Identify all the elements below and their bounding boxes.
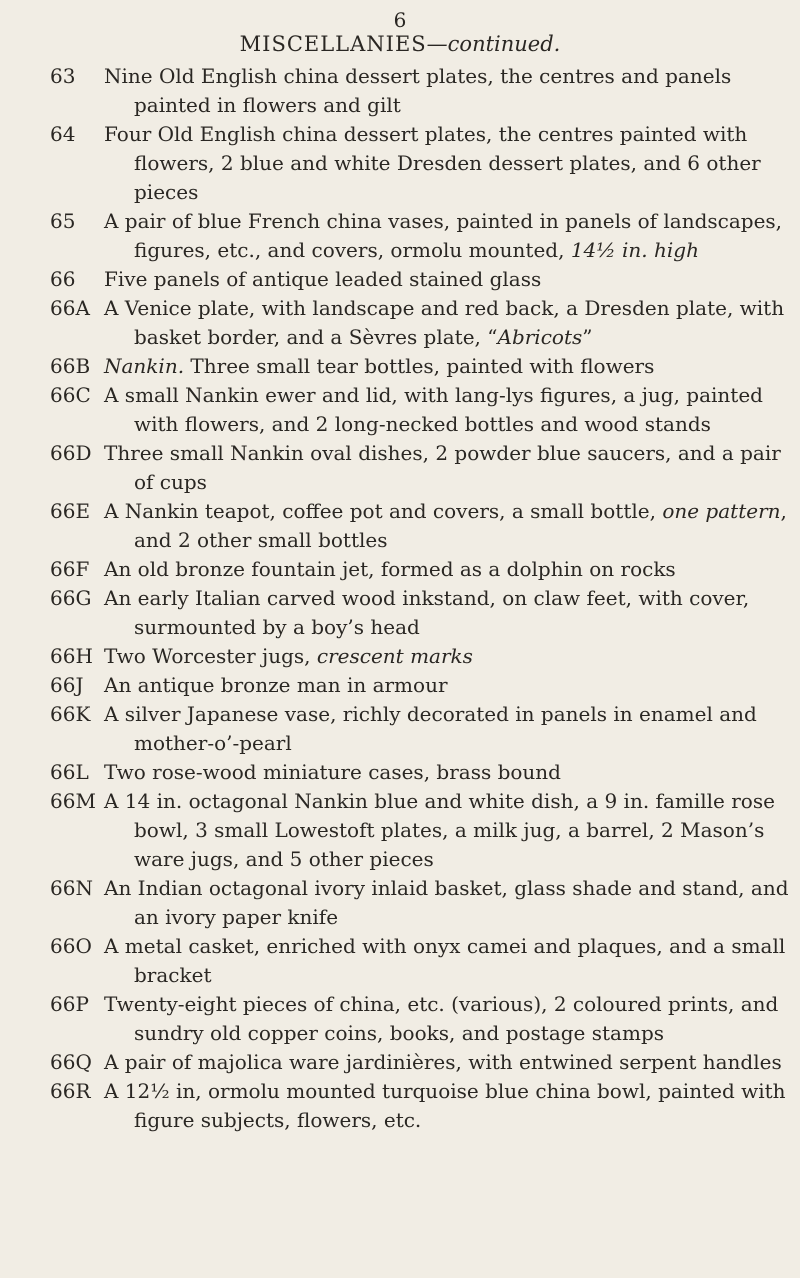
lot-number: 66K [50, 702, 91, 726]
lot-description-text: Two Worcester jugs, [104, 644, 317, 668]
lot-description-text: A silver Japanese vase, richly decorated in panels in enamel and mother-o’-pearl [104, 702, 757, 755]
lot-description-italic: Abricots [497, 325, 583, 349]
lot-entry [0, 207, 800, 265]
lot-number: 66C [50, 383, 91, 407]
lot-description-text: , and 2 other small bottles [134, 499, 787, 552]
lot-description-text: An antique bronze man in armour [104, 673, 448, 697]
lot-description-italic: Nankin. [104, 354, 185, 378]
lot-number: 66Q [50, 1050, 92, 1074]
lot-entry [0, 265, 800, 294]
lot-description [104, 642, 794, 671]
lot-entry [0, 671, 800, 700]
lot-number: 66D [50, 441, 92, 465]
lot-entry [0, 62, 800, 120]
page-number: 6 [393, 8, 407, 32]
lot-description [104, 62, 794, 120]
lot-entry [0, 1048, 800, 1077]
lot-description-text: An Indian octagonal ivory inlaid basket, glass shade and stand, and an ivory paper knife [104, 876, 789, 929]
lot-description-text: Nine Old English china dessert plates, the centres and panels painted in flowers and gilt [104, 64, 732, 117]
lot-description-text: Three small tear bottles, painted with flowers [184, 354, 655, 378]
lot-description [104, 700, 794, 758]
lot-entry [0, 874, 800, 932]
lot-number: 66H [50, 644, 93, 668]
lot-number: 66L [50, 760, 89, 784]
lot-description [104, 120, 794, 207]
lot-entry [0, 555, 800, 584]
lot-number: 66R [50, 1079, 91, 1103]
lot-list [0, 62, 800, 1135]
lot-entry [0, 497, 800, 555]
lot-description [104, 555, 794, 584]
lot-description-text: An early Italian carved wood inkstand, on claw feet, with cover, surmounted by a boy’s head [104, 586, 750, 639]
lot-description-text: A pair of majolica ware jardinières, with entwined serpent handles [104, 1050, 782, 1074]
lot-description [104, 1048, 794, 1077]
lot-entry [0, 381, 800, 439]
lot-entry [0, 990, 800, 1048]
lot-description-text: An old bronze fountain jet, formed as a dolphin on rocks [104, 557, 676, 581]
lot-description [104, 584, 794, 642]
lot-number: 66O [50, 934, 92, 958]
lot-description-text: Twenty-eight pieces of china, etc. (various), 2 coloured prints, and sundry old copper coins, books, and postage stamps [104, 992, 779, 1045]
lot-description-text: A Venice plate, with landscape and red back, a Dresden plate, with basket border, and a Sèvres plate, “ [104, 296, 785, 349]
page-header [0, 32, 800, 56]
lot-number: 66F [50, 557, 90, 581]
header-continued: —continued. [426, 32, 561, 56]
lot-description [104, 990, 794, 1048]
lot-entry [0, 439, 800, 497]
lot-number: 66M [50, 789, 96, 813]
lot-description-text: ” [582, 325, 593, 349]
lot-description-italic: one pattern [662, 499, 781, 523]
lot-entry [0, 352, 800, 381]
lot-entry [0, 787, 800, 874]
lot-entry [0, 1077, 800, 1135]
lot-number: 65 [50, 209, 76, 233]
lot-description [104, 439, 794, 497]
lot-number: 66J [50, 673, 84, 697]
lot-number: 66E [50, 499, 91, 523]
lot-description-text: A Nankin teapot, coffee pot and covers, a small bottle, [104, 499, 663, 523]
lot-description-text: Two rose-wood miniature cases, brass bound [104, 760, 561, 784]
lot-number: 63 [50, 64, 76, 88]
lot-description [104, 758, 794, 787]
lot-description [104, 874, 794, 932]
lot-description-text: A small Nankin ewer and lid, with lang-lys figures, a jug, painted with flowers, and 2 long-necked bottles and wood stands [104, 383, 763, 436]
lot-entry [0, 758, 800, 787]
lot-description-text: A 12½ in, ormolu mounted turquoise blue china bowl, painted with figure subjects, flowers, etc. [104, 1079, 786, 1132]
lot-entry [0, 584, 800, 642]
lot-description [104, 207, 794, 265]
lot-description-text: Four Old English china dessert plates, the centres painted with flowers, 2 blue and white Dresden dessert plates, and 6 other pieces [104, 122, 761, 204]
lot-entry [0, 700, 800, 758]
lot-description-text: Five panels of antique leaded stained glass [104, 267, 542, 291]
header-title: MISCELLANIES [239, 32, 427, 56]
lot-description [104, 265, 794, 294]
lot-description [104, 381, 794, 439]
lot-description-text: A 14 in. octagonal Nankin blue and white dish, a 9 in. famille rose bowl, 3 small Lowestoft plates, a milk jug, a barrel, 2 Mason’s ware jugs, and 5 other pieces [104, 789, 775, 871]
lot-number: 64 [50, 122, 76, 146]
lot-number: 66P [50, 992, 89, 1016]
lot-description [104, 497, 794, 555]
lot-description [104, 352, 794, 381]
lot-number: 66B [50, 354, 91, 378]
lot-number: 66A [50, 296, 90, 320]
lot-description-italic: crescent marks [316, 644, 473, 668]
lot-description [104, 787, 794, 874]
lot-number: 66G [50, 586, 92, 610]
lot-description-italic: 14½ in. high [570, 238, 699, 262]
lot-description [104, 294, 794, 352]
lot-description-text: A pair of blue French china vases, painted in panels of landscapes, figures, etc., and covers, ormolu mounted, [104, 209, 783, 262]
lot-description-text: A metal casket, enriched with onyx camei and plaques, and a small bracket [104, 934, 786, 987]
lot-description [104, 1077, 794, 1135]
lot-description-text: Three small Nankin oval dishes, 2 powder blue saucers, and a pair of cups [104, 441, 781, 494]
lot-description [104, 671, 794, 700]
lot-description [104, 932, 794, 990]
lot-entry [0, 120, 800, 207]
lot-number: 66 [50, 267, 76, 291]
lot-entry [0, 932, 800, 990]
lot-number: 66N [50, 876, 93, 900]
lot-entry [0, 642, 800, 671]
lot-entry [0, 294, 800, 352]
